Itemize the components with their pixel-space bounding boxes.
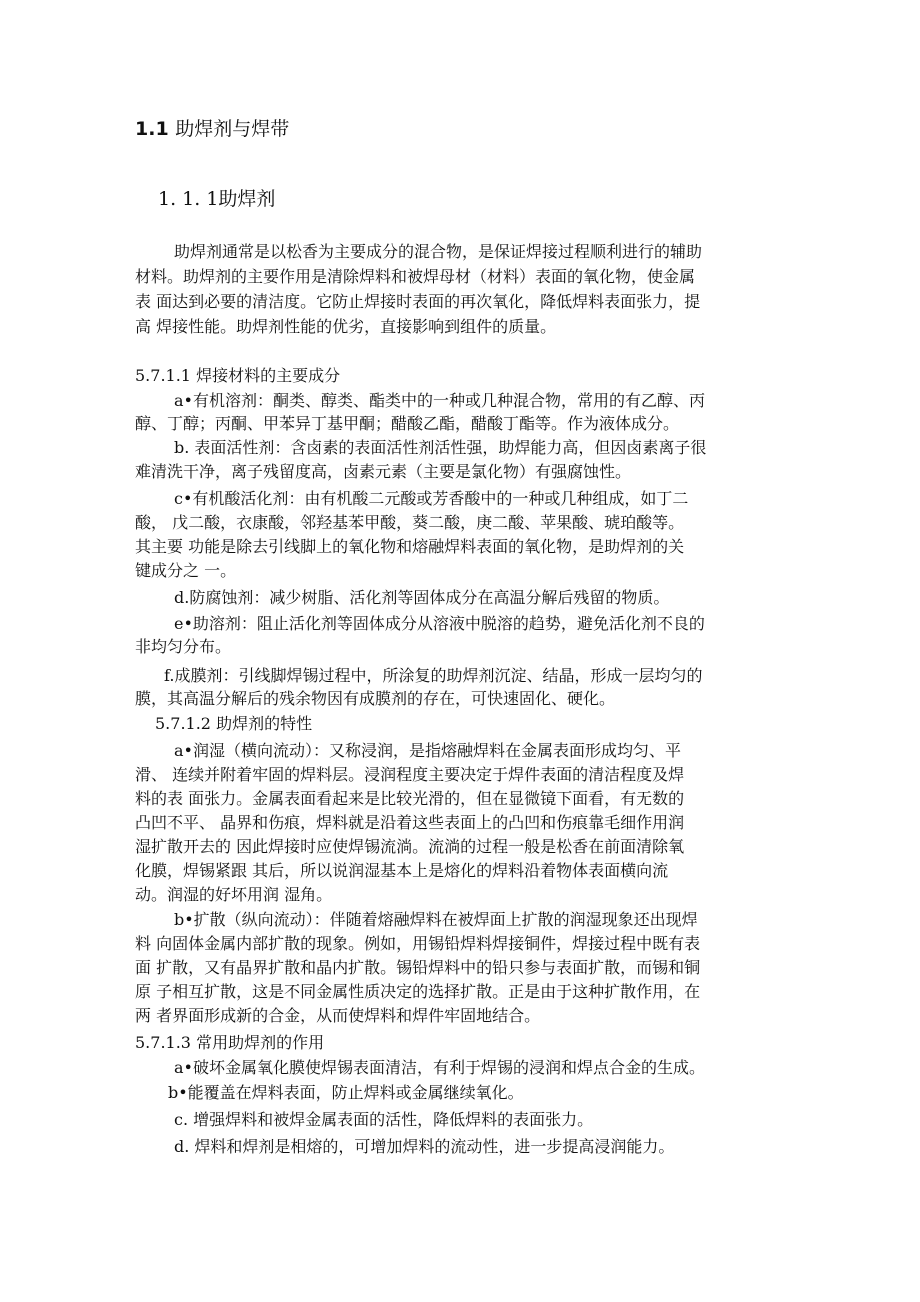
text-line: 难清洗干净，离子残留度高，卤素元素（主要是氯化物）有强腐蚀性。	[135, 462, 632, 481]
text-line: 原 子相互扩散，这是不同金属性质决定的选择扩散。正是由于这种扩散作用，在	[135, 982, 701, 1001]
text-line: a•破坏金属氧化膜使焊锡表面清洁，有利于焊锡的浸润和焊点合金的生成。	[174, 1058, 705, 1077]
text-line: 膜，其高温分解后的残余物因有成膜剂的存在，可快速固化、硬化。	[135, 689, 616, 708]
text-line: 材料。助焊剂的主要作用是清除焊料和被焊母材（材料）表面的氧化物，使金属	[135, 267, 696, 286]
heading-2: 1. 1. 1助焊剂	[158, 188, 276, 210]
text-line: b•扩散（纵向流动）：伴随着熔融焊料在被焊面上扩散的润湿现象还出现焊	[174, 910, 698, 929]
text-line: e•助溶剂：阻止活化剂等固体成分从溶液中脱溶的趋势，避免活化剂不良的	[174, 614, 705, 633]
section-title: 5.7.1.2 助焊剂的特性	[155, 714, 313, 733]
text-line: a•有机溶剂：酮类、醇类、酯类中的一种或几种混合物，常用的有乙醇、丙	[174, 391, 705, 410]
text-line: 其主要 功能是除去引线脚上的氧化物和熔融焊料表面的氧化物，是助焊剂的关	[135, 537, 685, 556]
text-line: 键成分之 一。	[135, 561, 237, 580]
text-line: 凸凹不平、 晶界和伤痕，焊料就是沿着这些表面上的凸凹和伤痕靠毛细作用润	[135, 813, 685, 832]
heading-1-number: 1.1	[135, 118, 169, 140]
text-line: 动。润湿的好坏用润 湿角。	[135, 885, 333, 904]
text-line: d. 焊料和焊剂是相熔的，可增加焊料的流动性，进一步提高浸润能力。	[174, 1137, 675, 1156]
text-line: 湿扩散开去的 因此焊接时应使焊锡流淌。流淌的过程一般是松香在前面清除氧	[135, 837, 685, 856]
text-line: b. 表面活性剂：含卤素的表面活性剂活性强，助焊能力高，但因卤素离子很	[174, 438, 707, 457]
text-line: 料的表 面张力。金属表面看起来是比较光滑的，但在显微镜下面看，有无数的	[135, 789, 685, 808]
text-line: c•有机酸活化剂：由有机酸二元酸或芳香酸中的一种或几种组成，如丁二	[174, 489, 689, 508]
heading-1-title: 助焊剂与焊带	[175, 118, 290, 140]
text-line: f.成膜剂：引线脚焊锡过程中，所涂复的助焊剂沉淀、结晶，形成一层均匀的	[164, 666, 703, 685]
text-line: 料 向固体金属内部扩散的现象。例如，用锡铅焊料焊接铜件，焊接过程中既有表	[135, 934, 701, 953]
section-title: 5.7.1.1 焊接材料的主要成分	[135, 366, 341, 385]
text-line: d.防腐蚀剂：减少树脂、活化剂等固体成分在高温分解后残留的物质。	[174, 588, 670, 607]
text-line: 表 面达到必要的清洁度。它防止焊接时表面的再次氧化，降低焊料表面张力，提	[135, 292, 701, 311]
text-line: 化膜，焊锡紧跟 其后，所以说润湿基本上是熔化的焊料沿着物体表面横向流	[135, 861, 669, 880]
text-line: 面 扩散，又有晶界扩散和晶内扩散。锡铅焊料中的铅只参与表面扩散，而锡和铜	[135, 958, 701, 977]
text-line: c. 增强焊料和被焊金属表面的活性，降低焊料的表面张力。	[174, 1110, 594, 1129]
text-line: 酸， 戊二酸，衣康酸，邻羟基苯甲酸，葵二酸，庚二酸、苹果酸、琥珀酸等。	[135, 513, 685, 532]
text-line: a•润湿（横向流动）：又称浸润，是指熔融焊料在金属表面形成均匀、平	[174, 741, 681, 760]
text-line: b•能覆盖在焊料表面，防止焊料或金属继续氧化。	[168, 1083, 524, 1102]
text-line: 醇、丁醇；丙酮、甲苯异丁基甲酮；醋酸乙酯，醋酸丁酯等。作为液体成分。	[135, 414, 680, 433]
text-line: 滑、 连续并附着牢固的焊料层。浸润程度主要决定于焊件表面的清洁程度及焊	[135, 765, 685, 784]
text-line: 高 焊接性能。助焊剂性能的优劣，直接影响到组件的质量。	[135, 317, 557, 336]
text-line: 非均匀分布。	[135, 637, 232, 656]
heading-1	[135, 114, 289, 141]
text-line: 两 者界面形成新的合金，从而使焊料和焊件牢固地结合。	[135, 1006, 541, 1025]
section-title: 5.7.1.3 常用助焊剂的作用	[135, 1033, 325, 1052]
text-line: 助焊剂通常是以松香为主要成分的混合物，是保证焊接过程顺利进行的辅助	[174, 242, 703, 261]
